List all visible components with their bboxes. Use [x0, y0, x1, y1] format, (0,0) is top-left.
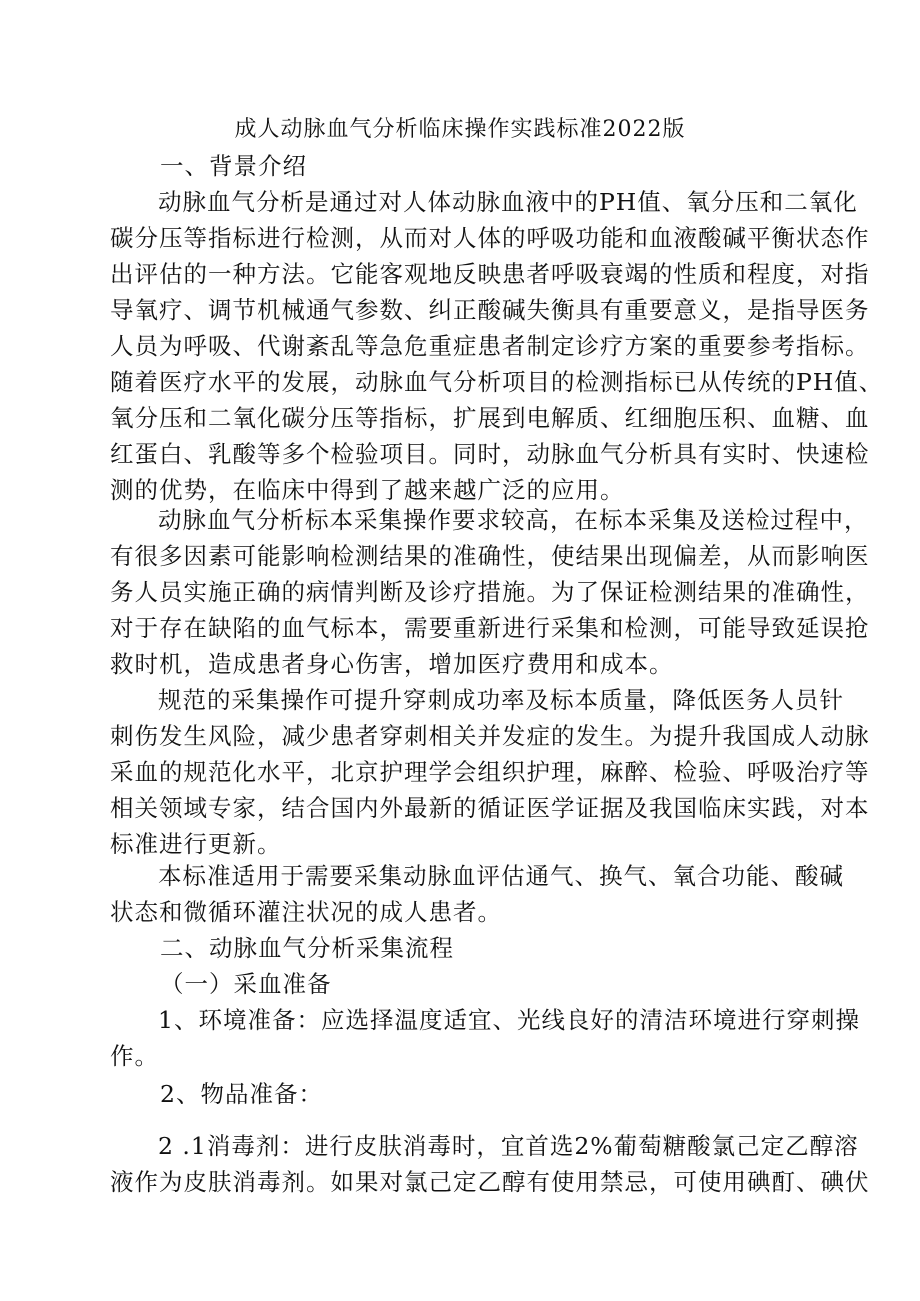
text-line: 随着医疗水平的发展，动脉血气分析项目的检测指标已从传统的PH值、: [110, 368, 884, 396]
text-line: 本标准适用于需要采集动脉血评估通气、换气、氧合功能、酸碱: [158, 862, 844, 890]
text-line: 刺伤发生风险，减少患者穿刺相关并发症的发生。为提升我国成人动脉: [110, 722, 870, 750]
text-line: 动脉血气分析是通过对人体动脉血液中的PH值、氧分压和二氧化: [158, 188, 858, 216]
text-line: 2 .1消毒剂：进行皮肤消毒时，宜首选2%葡萄糖酸氯己定乙醇溶: [158, 1132, 859, 1160]
subsection-heading-preparation: （一）采血准备: [160, 970, 332, 998]
text-line: 规范的采集操作可提升穿刺成功率及标本质量，降低医务人员针: [158, 686, 844, 714]
item-disinfectant: [110, 1128, 870, 1200]
text-line: 相关领域专家，结合国内外最新的循证医学证据及我国临床实践，对本: [110, 794, 870, 822]
text-line: 红蛋白、乳酸等多个检验项目。同时，动脉血气分析具有实时、快速检: [110, 440, 870, 468]
text-line: 人员为呼吸、代谢紊乱等急危重症患者制定诊疗方案的重要参考指标。: [110, 332, 870, 360]
item-environment: [110, 1002, 860, 1074]
section-heading-background: 一、背景介绍: [160, 152, 307, 180]
text-line: 液作为皮肤消毒剂。如果对氯己定乙醇有使用禁忌，可使用碘酊、碘伏: [110, 1168, 870, 1196]
paragraph-background-3: [110, 682, 870, 862]
text-line: 采血的规范化水平，北京护理学会组织护理，麻醉、检验、呼吸治疗等: [110, 758, 870, 786]
text-line: 动脉血气分析标本采集操作要求较高，在标本采集及送检过程中，: [158, 506, 869, 534]
text-line: 导氧疗、调节机械通气参数、纠正酸碱失衡具有重要意义，是指导医务: [110, 296, 870, 324]
paragraph-background-1: [110, 184, 884, 508]
item-supplies-heading: 2、物品准备：: [160, 1080, 323, 1108]
text-line: 氧分压和二氧化碳分压等指标，扩展到电解质、红细胞压积、血糖、血: [110, 404, 870, 432]
text-line: 碳分压等指标进行检测，从而对人体的呼吸功能和血液酸碱平衡状态作: [110, 224, 870, 252]
section-heading-procedure: 二、动脉血气分析采集流程: [160, 934, 454, 962]
text-line: 有很多因素可能影响检测结果的准确性，使结果出现偏差，从而影响医: [110, 542, 870, 570]
document-title: 成人动脉血气分析临床操作实践标准2022版: [234, 117, 686, 142]
text-line: 1、环境准备：应选择温度适宜、光线良好的清洁环境进行穿刺操: [158, 1006, 860, 1034]
text-line: 测的优势，在临床中得到了越来越广泛的应用。: [110, 476, 625, 504]
text-line: 对于存在缺陷的血气标本，需要重新进行采集和检测，可能导致延误抢: [110, 614, 870, 642]
text-line: 标准进行更新。: [110, 830, 282, 858]
paragraph-scope: [110, 858, 844, 930]
text-line: 出评估的一种方法。它能客观地反映患者呼吸衰竭的性质和程度，对指: [110, 260, 870, 288]
paragraph-background-2: [110, 502, 870, 682]
text-line: 救时机，造成患者身心伤害，增加医疗费用和成本。: [110, 650, 674, 678]
text-line: 状态和微循环灌注状况的成人患者。: [110, 898, 502, 926]
text-line: 务人员实施正确的病情判断及诊疗措施。为了保证检测结果的准确性，: [110, 578, 870, 606]
text-line: 作。: [110, 1042, 159, 1070]
